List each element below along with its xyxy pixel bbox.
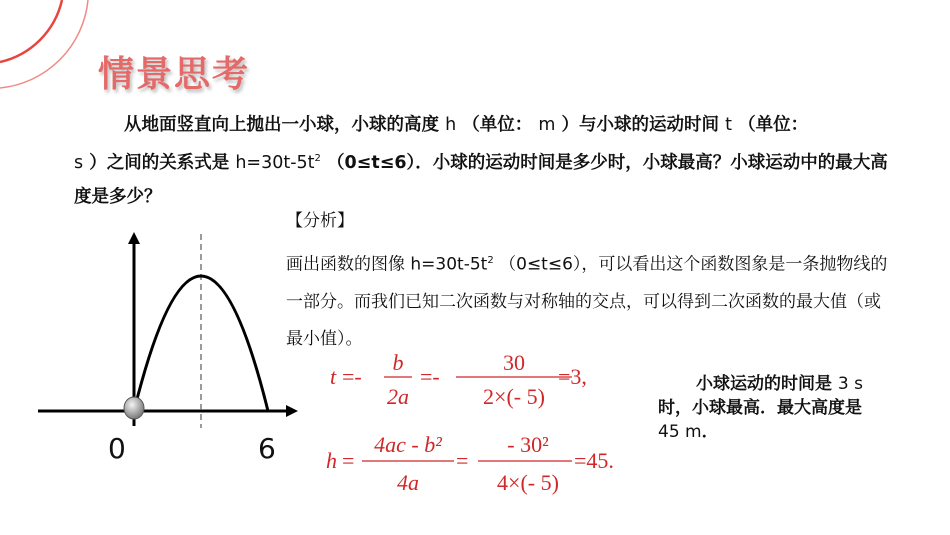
analysis-text: 画出函数的图像 $h=30t-5t^2$ （0≤t≤6），可以看出这个函数图象是一条抛物线的一部分。而我们已知二次函数与对称轴的交点，可以得到二次函数的最大值（或最小值）。 xyxy=(286,254,888,349)
answer-text: 小球运动的时间是 3 s 时，小球最高．最大高度是 45 m． xyxy=(658,374,863,442)
t-lhs: t xyxy=(330,364,337,389)
origin-label: 0 xyxy=(108,432,126,465)
x-axis-arrow xyxy=(286,405,298,417)
h-eq2: = xyxy=(456,448,469,473)
t-den1: 2a xyxy=(387,384,409,409)
t-num2: 30 xyxy=(503,350,525,375)
formula-t xyxy=(326,346,616,410)
h-result: =45. xyxy=(574,448,614,473)
h-num2: - 30² xyxy=(507,432,549,457)
ball xyxy=(124,397,144,419)
t-num1: b xyxy=(392,350,404,375)
t-eq2: =- xyxy=(420,364,440,389)
corner-decoration xyxy=(0,0,110,110)
analysis-heading: 【分析】 xyxy=(286,211,354,231)
h-eq1: = xyxy=(342,448,355,473)
h-lhs: h xyxy=(326,448,337,473)
problem-text: 从地面竖直向上抛出一小球，小球的高度 h （单位： m ）与小球的运动时间 t （单位： s ）之间的关系式是 $h=30t-5t^2$ （0≤t≤6）．小球的运动时间是多少时，小球最高？小球运动中的最大高度是多少？ xyxy=(74,115,888,207)
t-den2: 2×(- 5) xyxy=(483,384,545,409)
t-eq1: =- xyxy=(342,364,362,389)
h-den1: 4a xyxy=(397,470,419,495)
h-num1: 4ac - b² xyxy=(374,432,442,457)
t-result: =3, xyxy=(558,364,587,389)
h-den2: 4×(- 5) xyxy=(497,470,559,495)
formula-h xyxy=(322,428,632,498)
y-axis-arrow xyxy=(128,232,140,244)
end-label: 6 xyxy=(258,432,276,465)
parabola-graph xyxy=(36,228,306,428)
slide-title: 情景思考 xyxy=(98,54,251,95)
